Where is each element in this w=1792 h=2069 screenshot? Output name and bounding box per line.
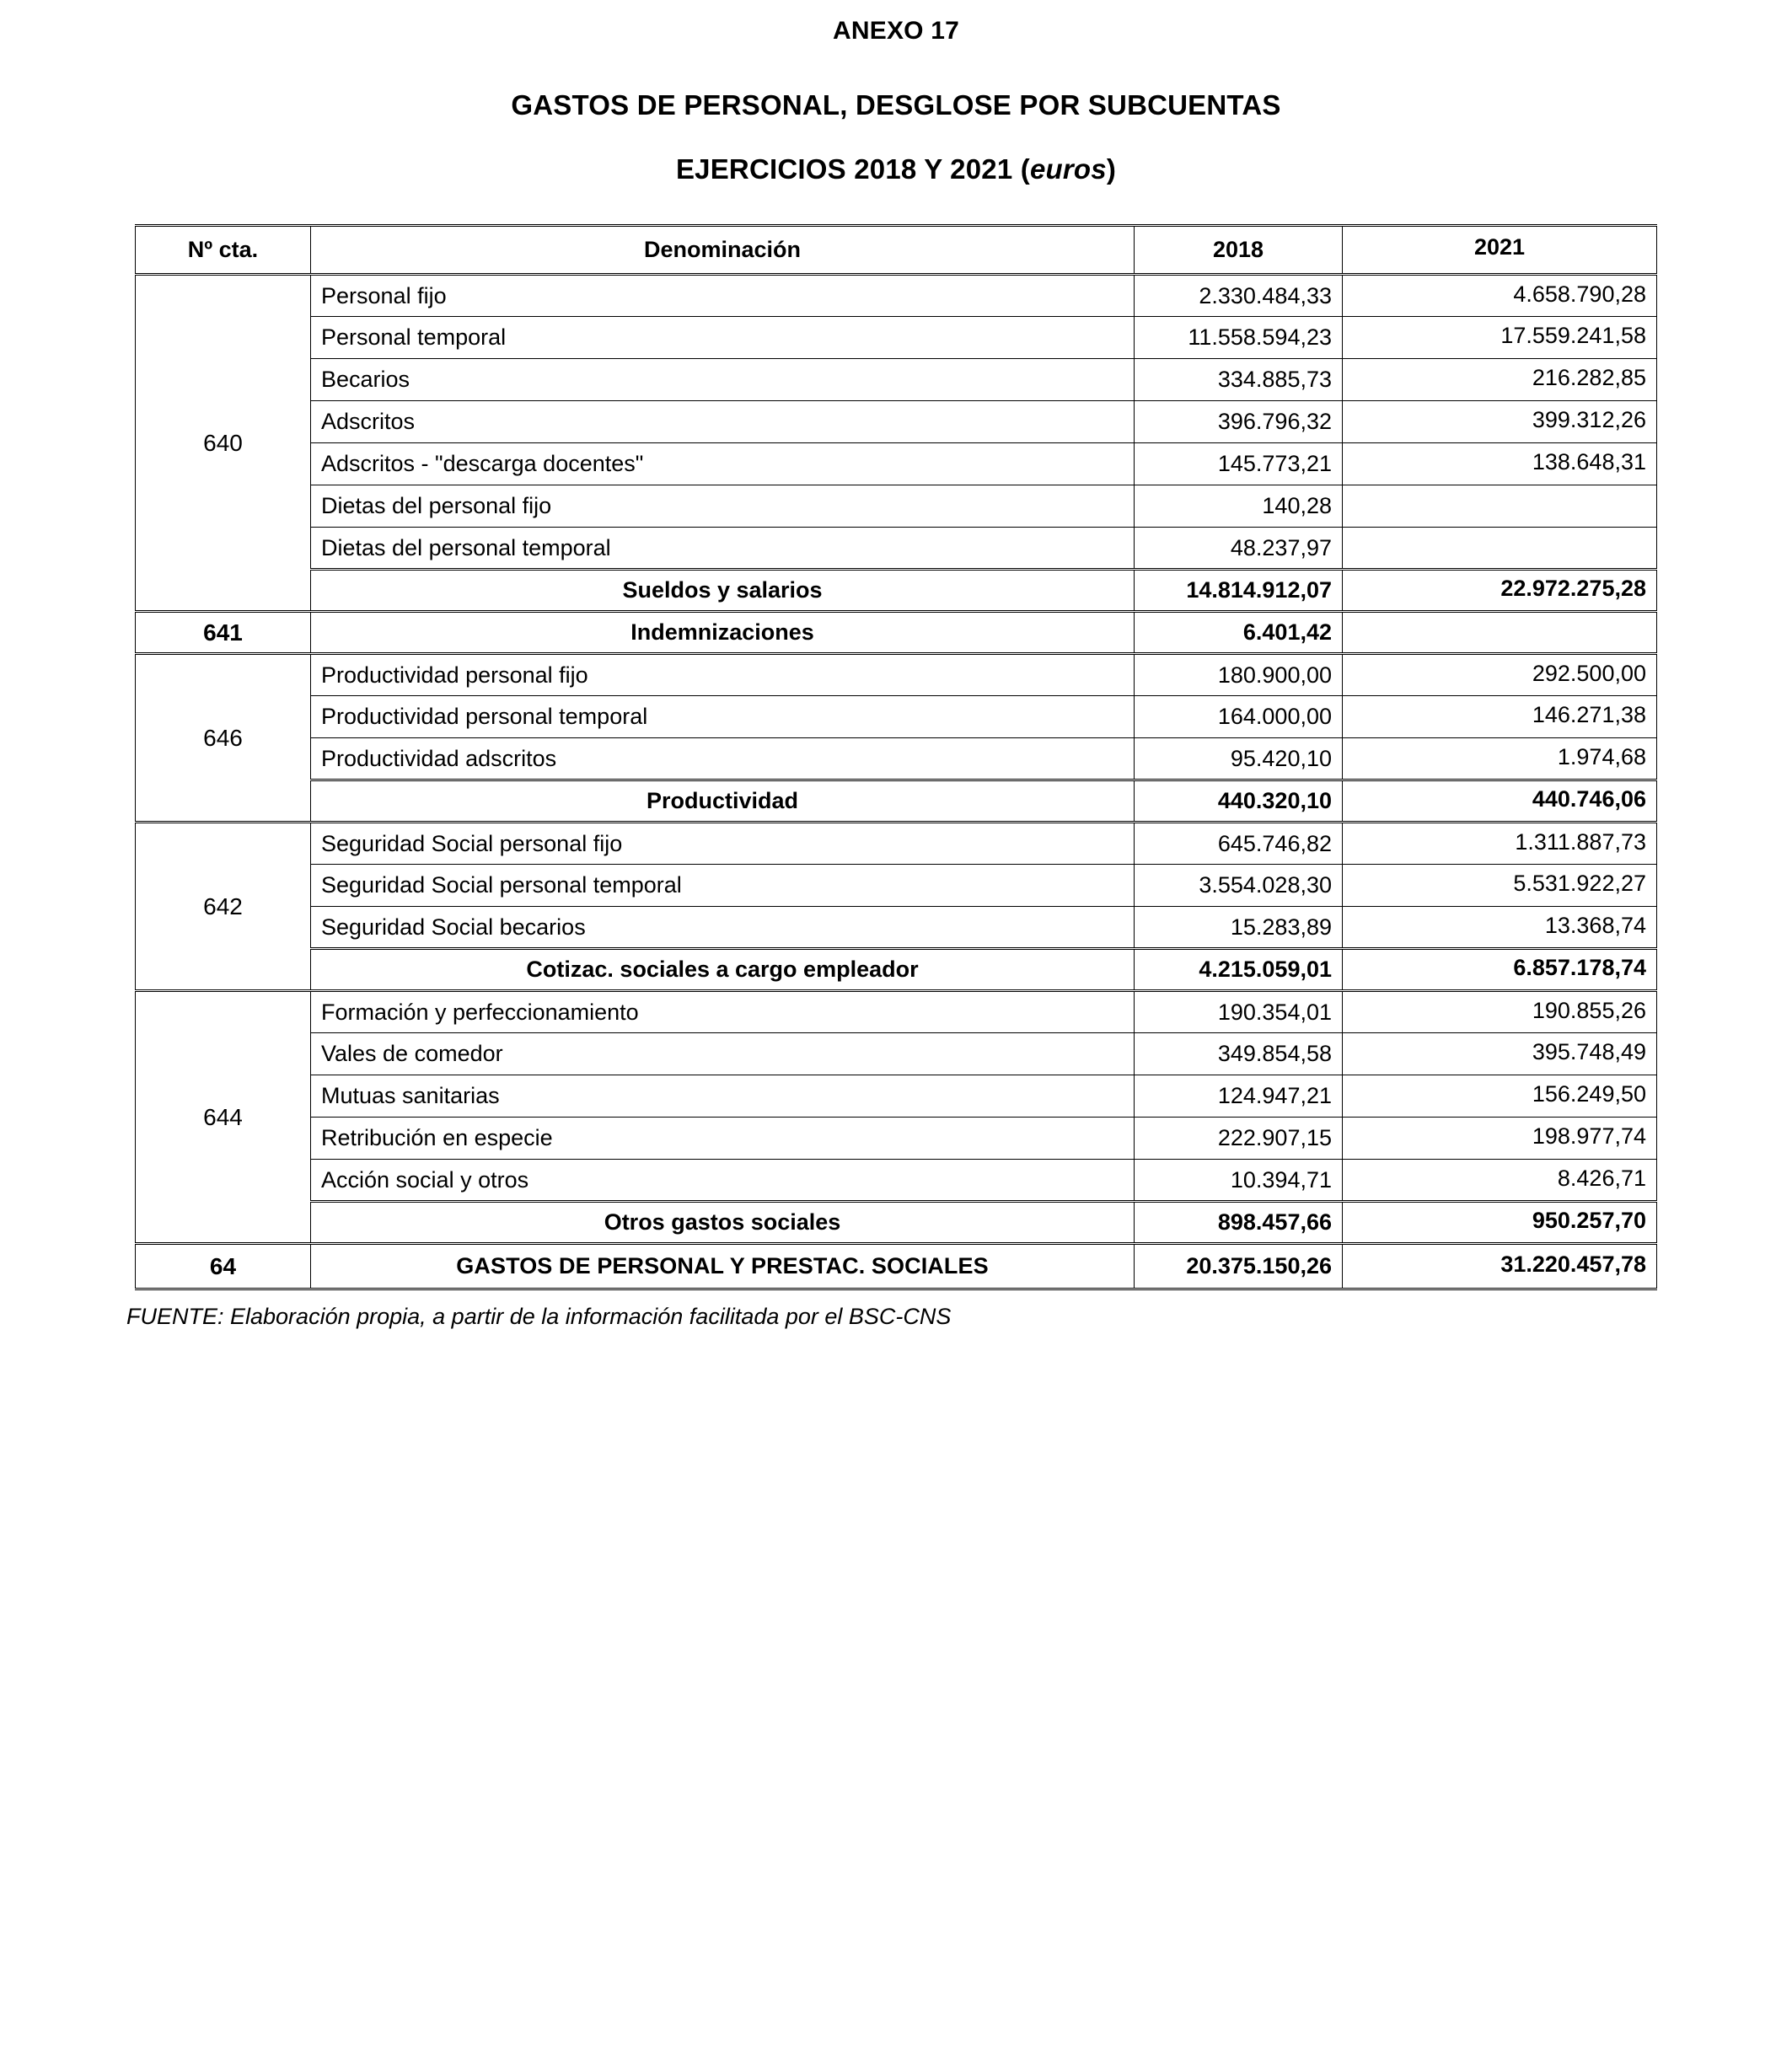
denomination-cell: Seguridad Social personal temporal <box>311 865 1135 907</box>
value-2018-cell: 10.394,71 <box>1135 1160 1343 1202</box>
subtitle-suffix: ) <box>1106 153 1117 185</box>
value-2021-cell: 292.500,00 <box>1343 654 1657 696</box>
denomination-cell: Acción social y otros <box>311 1160 1135 1202</box>
personnel-expenses-table <box>135 224 1657 1290</box>
denomination-cell: Indemnizaciones <box>311 612 1135 654</box>
title-block <box>0 89 1792 185</box>
value-2021-cell: 1.974,68 <box>1343 738 1657 780</box>
value-2018-cell: 3.554.028,30 <box>1135 865 1343 907</box>
subtotal-label: Sueldos y salarios <box>311 570 1135 612</box>
value-2018-cell: 180.900,00 <box>1135 654 1343 696</box>
value-2018-cell: 124.947,21 <box>1135 1075 1343 1118</box>
account-number-cell: 642 <box>136 823 311 991</box>
table-row <box>136 1075 1657 1118</box>
subtotal-label: Productividad <box>311 780 1135 823</box>
value-2021-cell: 13.368,74 <box>1343 907 1657 949</box>
column-header-account: Nº cta. <box>136 226 311 275</box>
value-2021-cell: 156.249,50 <box>1343 1075 1657 1118</box>
value-2021-cell <box>1343 612 1657 654</box>
value-2021-cell: 190.855,26 <box>1343 991 1657 1033</box>
value-2021-cell: 5.531.922,27 <box>1343 865 1657 907</box>
table-row <box>136 907 1657 949</box>
table-row <box>136 991 1657 1033</box>
source-note: FUENTE: Elaboración propia, a partir de la información facilitada por el BSC-CNS <box>126 1304 952 1329</box>
subtotal-2021: 950.257,70 <box>1343 1202 1657 1244</box>
value-2018-cell: 2.330.484,33 <box>1135 275 1343 317</box>
subtotal-label: Cotizac. sociales a cargo empleador <box>311 949 1135 991</box>
subtotal-row <box>136 780 1657 823</box>
table-row <box>136 359 1657 401</box>
account-number-cell: 641 <box>136 612 311 654</box>
table-row <box>136 654 1657 696</box>
value-2021-cell: 8.426,71 <box>1343 1160 1657 1202</box>
table-row <box>136 1160 1657 1202</box>
table-row <box>136 696 1657 738</box>
denomination-cell: Productividad personal fijo <box>311 654 1135 696</box>
table-container <box>0 224 1792 1290</box>
value-2018-cell: 48.237,97 <box>1135 528 1343 570</box>
value-2021-cell: 17.559.241,58 <box>1343 317 1657 359</box>
value-2018-cell: 11.558.594,23 <box>1135 317 1343 359</box>
account-number-cell: 640 <box>136 275 311 612</box>
table-row <box>136 485 1657 528</box>
table-row <box>136 275 1657 317</box>
subtotal-2018: 14.814.912,07 <box>1135 570 1343 612</box>
value-2018-cell: 95.420,10 <box>1135 738 1343 780</box>
value-2021-cell <box>1343 485 1657 528</box>
account-number-cell: 646 <box>136 654 311 823</box>
column-header-denomination: Denominación <box>311 226 1135 275</box>
subtotal-row <box>136 570 1657 612</box>
denomination-cell: Vales de comedor <box>311 1033 1135 1075</box>
table-header-row <box>136 226 1657 275</box>
value-2021-cell: 395.748,49 <box>1343 1033 1657 1075</box>
subtotal-label: Otros gastos sociales <box>311 1202 1135 1244</box>
subtotal-row <box>136 1202 1657 1244</box>
value-2018-cell: 15.283,89 <box>1135 907 1343 949</box>
denomination-cell: Becarios <box>311 359 1135 401</box>
value-2021-cell: 216.282,85 <box>1343 359 1657 401</box>
table-row <box>136 1033 1657 1075</box>
denomination-cell: Retribución en especie <box>311 1118 1135 1160</box>
subtotal-2021: 6.857.178,74 <box>1343 949 1657 991</box>
page-title: GASTOS DE PERSONAL, DESGLOSE POR SUBCUENTAS <box>511 89 1281 121</box>
value-2021-cell: 4.658.790,28 <box>1343 275 1657 317</box>
grand-total-2018: 20.375.150,26 <box>1135 1244 1343 1289</box>
denomination-cell: Personal fijo <box>311 275 1135 317</box>
value-2021-cell: 146.271,38 <box>1343 696 1657 738</box>
value-2021-cell: 138.648,31 <box>1343 443 1657 485</box>
denomination-cell: Adscritos <box>311 401 1135 443</box>
value-2018-cell: 190.354,01 <box>1135 991 1343 1033</box>
subtotal-2021: 22.972.275,28 <box>1343 570 1657 612</box>
account-number-cell: 644 <box>136 991 311 1244</box>
subtotal-2018: 898.457,66 <box>1135 1202 1343 1244</box>
value-2018-cell: 6.401,42 <box>1135 612 1343 654</box>
denomination-cell: Seguridad Social personal fijo <box>311 823 1135 865</box>
denomination-cell: Mutuas sanitarias <box>311 1075 1135 1118</box>
value-2018-cell: 334.885,73 <box>1135 359 1343 401</box>
annex-label: ANEXO 17 <box>833 17 959 45</box>
denomination-cell: Productividad personal temporal <box>311 696 1135 738</box>
subtitle-prefix: EJERCICIOS 2018 Y 2021 ( <box>675 153 1030 185</box>
denomination-cell: Dietas del personal fijo <box>311 485 1135 528</box>
column-header-2018: 2018 <box>1135 226 1343 275</box>
denomination-cell: Seguridad Social becarios <box>311 907 1135 949</box>
value-2018-cell: 645.746,82 <box>1135 823 1343 865</box>
subtotal-2018: 440.320,10 <box>1135 780 1343 823</box>
denomination-cell: Dietas del personal temporal <box>311 528 1135 570</box>
table-row <box>136 738 1657 780</box>
grand-total-row <box>136 1244 1657 1289</box>
table-row <box>136 612 1657 654</box>
value-2021-cell: 399.312,26 <box>1343 401 1657 443</box>
denomination-cell: Formación y perfeccionamiento <box>311 991 1135 1033</box>
subtotal-2018: 4.215.059,01 <box>1135 949 1343 991</box>
column-header-2021: 2021 <box>1343 226 1657 275</box>
value-2021-cell <box>1343 528 1657 570</box>
value-2018-cell: 164.000,00 <box>1135 696 1343 738</box>
table-row <box>136 443 1657 485</box>
table-body <box>136 275 1657 1289</box>
grand-total-label: GASTOS DE PERSONAL Y PRESTAC. SOCIALES <box>311 1244 1135 1289</box>
table-row <box>136 317 1657 359</box>
table-row <box>136 528 1657 570</box>
grand-total-2021: 31.220.457,78 <box>1343 1244 1657 1289</box>
table-row <box>136 865 1657 907</box>
table-row <box>136 401 1657 443</box>
denomination-cell: Personal temporal <box>311 317 1135 359</box>
subtotal-row <box>136 949 1657 991</box>
value-2018-cell: 396.796,32 <box>1135 401 1343 443</box>
table-row <box>136 1118 1657 1160</box>
value-2021-cell: 198.977,74 <box>1343 1118 1657 1160</box>
subtotal-2021: 440.746,06 <box>1343 780 1657 823</box>
grand-total-account: 64 <box>136 1244 311 1289</box>
value-2018-cell: 349.854,58 <box>1135 1033 1343 1075</box>
subtitle-emphasis: euros <box>1029 153 1107 185</box>
page-subtitle <box>0 153 1792 185</box>
denomination-cell: Productividad adscritos <box>311 738 1135 780</box>
denomination-cell: Adscritos - "descarga docentes" <box>311 443 1135 485</box>
value-2018-cell: 222.907,15 <box>1135 1118 1343 1160</box>
table-row <box>136 823 1657 865</box>
value-2021-cell: 1.311.887,73 <box>1343 823 1657 865</box>
value-2018-cell: 145.773,21 <box>1135 443 1343 485</box>
value-2018-cell: 140,28 <box>1135 485 1343 528</box>
